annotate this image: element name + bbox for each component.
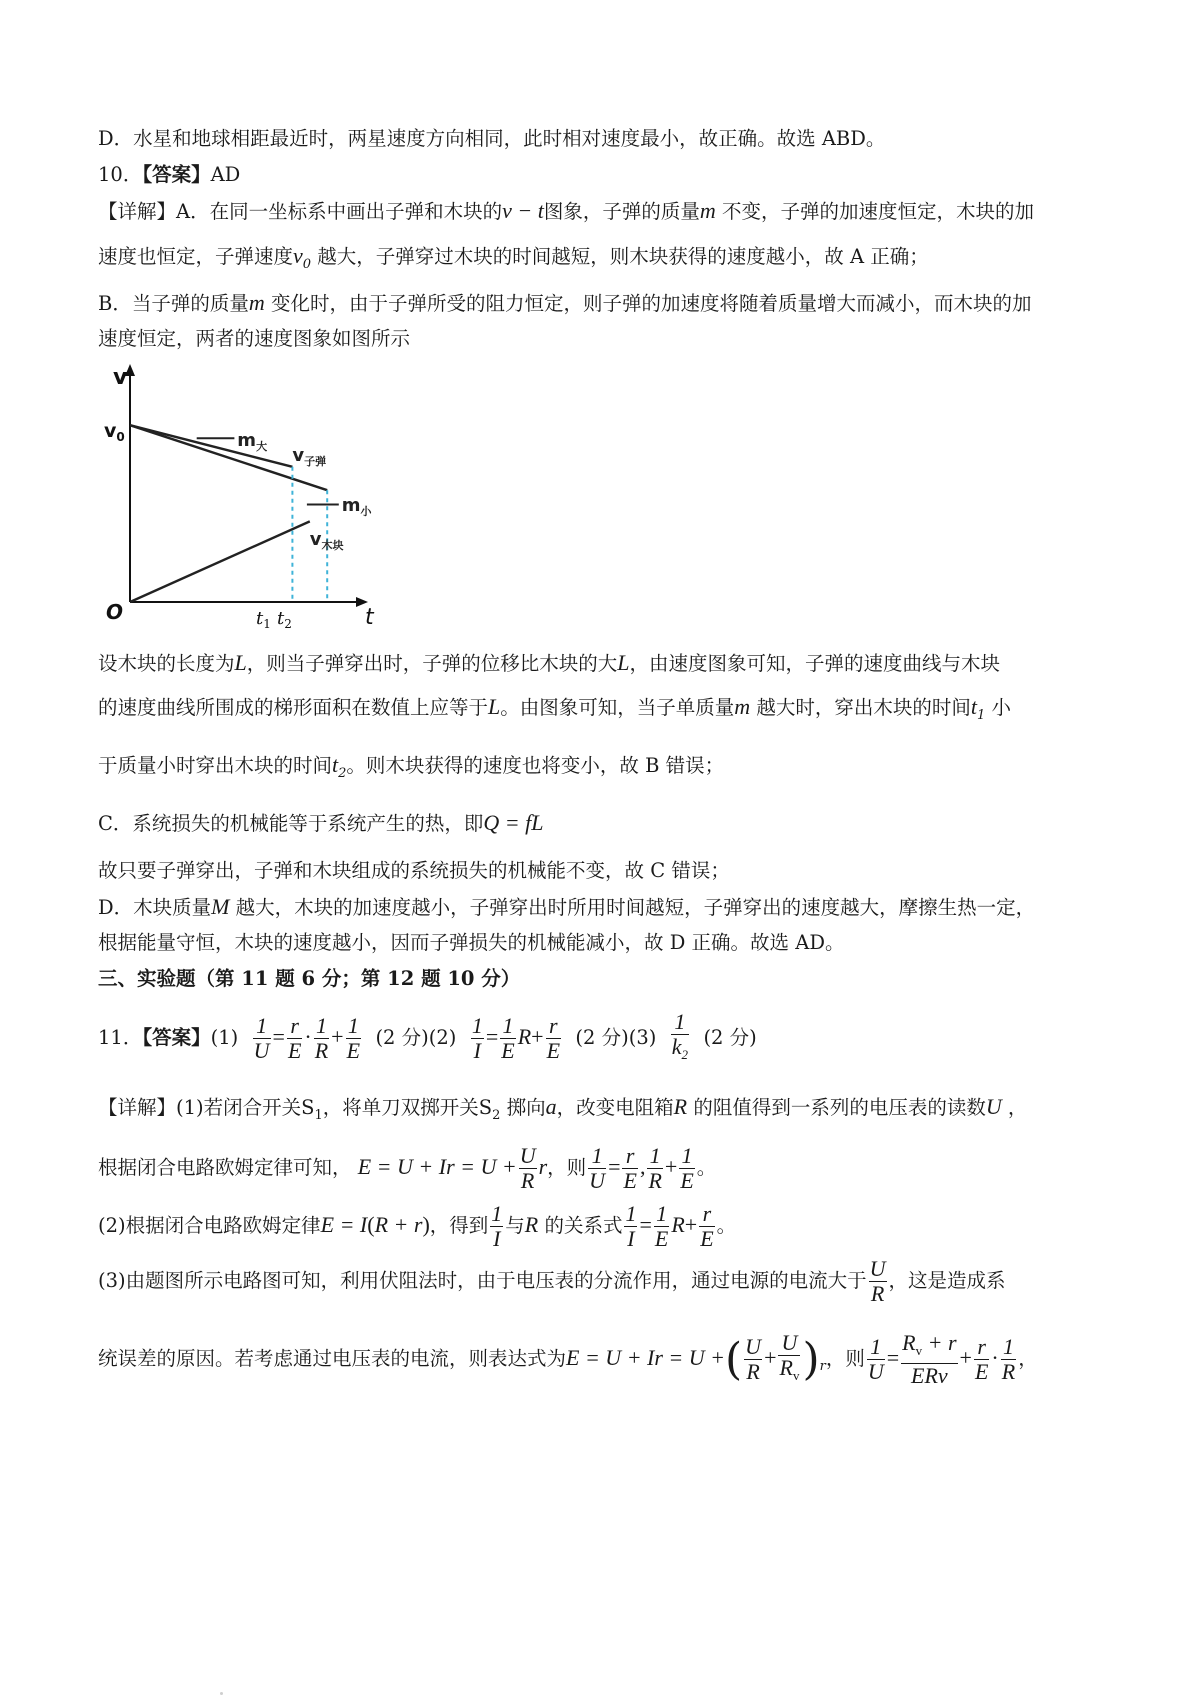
explanation-10-c-cont: 故只要子弹穿出，子弹和木块组成的系统损失的机械能不变，故 C 错误；: [98, 859, 730, 882]
frac-U-over-R: $\frac{U}{R}$: [519, 1143, 536, 1193]
explanation-10-d-cont: 根据能量守恒，木块的速度越小，因而子弹损失的机械能减小，故 D 正确。故选 AD。: [98, 931, 845, 954]
frac-1-over-R-2: $\frac{1}{R}$: [648, 1143, 662, 1193]
origin-label: O: [106, 600, 124, 624]
frac-U-over-Rv: $\frac{U}{R_v}$: [779, 1330, 800, 1383]
frac-1-over-I-2: $\frac{1}{I}$: [491, 1201, 503, 1251]
frac-r-over-E-4: $\frac{r}{E}$: [700, 1201, 714, 1251]
page-dot: [220, 1692, 223, 1695]
explanation-11-1: 【详解】(1)若闭合开关$S_1$，将单刀双掷开关$S_2$ 掷向a，改变电阻箱R 的阻值得到一系列的电压表的读数U ，: [98, 1094, 1028, 1123]
label-m-small: $m_小$: [341, 495, 372, 518]
explanation-10-b: B．当子弹的质量m 变化时，由于子弹所受的阻力恒定，则子弹的加速度将随着质量增大而减小，而木块的加: [98, 290, 1032, 315]
t1-tick-label: $t_1$: [256, 608, 271, 631]
frac-1-over-I-3: $\frac{1}{I}$: [625, 1201, 637, 1251]
label-v-bullet: $v_{子弹}$: [292, 444, 327, 468]
answer-11: 11．【答案】(1) $\frac{1}{U}$ = $\frac{r}{E}$ · $\frac{1}{R}$ + $\frac{1}{E}$ (2 分)(2) $\frac{1}{I}$ = $\frac{1}{E}$ R+ $\frac{r}{E}$ (2 分)(3) $\frac{1}{k_2}$ (2 分): [98, 1010, 757, 1067]
chart-background: [100, 362, 410, 632]
velocity-time-chart: [100, 362, 410, 632]
explanation-11-1-formula: 根据闭合电路欧姆定律可知， E = U + Ir = U + $\frac{U}{R}$ r，则 $\frac{1}{U}$ = $\frac{r}{E}$ , $\frac{1}{R}$ + $\frac{1}{E}$ 。: [98, 1143, 717, 1193]
v0-tick-label: $v_0$: [104, 420, 125, 444]
frac-r-over-E-5: $\frac{r}{E}$: [974, 1334, 989, 1384]
answer-10: 10．【答案】AD: [98, 163, 241, 186]
explanation-10-b-area: 的速度曲线所围成的梯形面积在数值上应等于L。由图象可知，当子单质量m 越大时，穿出木块的时间$t_1$ 小: [98, 694, 1012, 723]
explanation-10-a-cont: 速度也恒定，子弹速度$v_0$ 越大，子弹穿过木块的时间越短，则木块获得的速度越小，故 A 正确；: [98, 243, 929, 272]
explanation-10-c: C．系统损失的机械能等于系统产生的热，即Q = fL: [98, 810, 544, 835]
frac-r-over-E: $\frac{r}{E}$: [287, 1013, 302, 1063]
frac-Rv-plus-r-over-ERv: $\frac{R_v + r}{\text{ERv}}$: [902, 1330, 957, 1388]
label-v-wood: $v_{木块}$: [309, 528, 344, 552]
frac-1-over-U-2: $\frac{1}{U}$: [589, 1143, 606, 1193]
explanation-11-3: (3)由题图所示电路图可知，利用伏阻法时，由于电压表的分流作用，通过电源的电流大于 $\frac{U}{R}$ ，这是造成系: [98, 1256, 1006, 1306]
frac-U-over-R-3: $\frac{U}{R}$: [745, 1334, 762, 1384]
explanation-10-b-conclusion: 于质量小时穿出木块的时间$t_2$。则木块获得的速度也将变小，故 B 错误；: [98, 752, 725, 781]
frac-1-over-R-3: $\frac{1}{R}$: [1001, 1334, 1016, 1384]
frac-1-over-E-4: $\frac{1}{E}$: [654, 1201, 669, 1251]
frac-U-over-R-2: $\frac{U}{R}$: [869, 1256, 886, 1306]
frac-1-over-E-2: $\frac{1}{E}$: [501, 1013, 515, 1063]
x-axis-label: t: [365, 605, 374, 630]
frac-1-over-I: $\frac{1}{I}$: [471, 1013, 483, 1063]
section-heading-experiments: 三、实验题（第 11 题 6 分；第 12 题 10 分）: [98, 967, 521, 990]
y-axis-label: v: [113, 365, 128, 390]
label-m-big: $m_大$: [237, 430, 268, 453]
explanation-10-b-cont: 速度恒定，两者的速度图象如图所示: [98, 327, 411, 350]
frac-1-over-E-3: $\frac{1}{E}$: [680, 1143, 694, 1193]
explanation-10-a: 【详解】A．在同一坐标系中画出子弹和木块的v − t图象，子弹的质量m 不变，子弹的加速度恒定，木块的加: [98, 198, 1034, 223]
explanation-10-b-length: 设木块的长度为L，则当子弹穿出时，子弹的位移比木块的大L，由速度图象可知，子弹的速度曲线与木块: [98, 650, 1001, 675]
explanation-10-d: D．木块质量M 越大，木块的加速度越小，子弹穿出时所用时间越短，子弹穿出的速度越大，摩擦生热一定，: [98, 894, 1036, 919]
t2-tick-label: $t_2$: [277, 608, 292, 631]
frac-r-over-E-2: $\frac{r}{E}$: [546, 1013, 561, 1063]
explanation-11-2: (2)根据闭合电路欧姆定律E = I(R + r)，得到 $\frac{1}{I}$ 与R 的关系式 $\frac{1}{I}$ = $\frac{1}{E}$ R+ $\frac{r}{E}$ 。: [98, 1201, 737, 1251]
frac-1-over-k2: $\frac{1}{k_2}$: [671, 1009, 689, 1062]
text-line-d-mercury: D．水星和地球相距最近时，两星速度方向相同，此时相对速度最小，故正确。故选 ABD。: [98, 127, 886, 150]
frac-1-over-E: $\frac{1}{E}$: [346, 1013, 361, 1063]
frac-1-over-U: $\frac{1}{U}$: [253, 1013, 270, 1063]
frac-1-over-R: $\frac{1}{R}$: [314, 1013, 329, 1063]
frac-1-over-U-3: $\frac{1}{U}$: [867, 1334, 884, 1384]
explanation-11-3-formula: 统误差的原因。若考虑通过电压表的电流，则表达式为E = U + Ir = U +( $\frac{U}{R}$ + $\frac{U}{R_v}$ )$_r$，则 $\frac{1}{U}$ = $\frac{R_v + r}{\text{ERv}}$ + $\frac{r}{E}$ · $\frac{1}{R}$ ，: [98, 1330, 1038, 1388]
frac-r-over-E-3: $\frac{r}{E}$: [623, 1143, 637, 1193]
